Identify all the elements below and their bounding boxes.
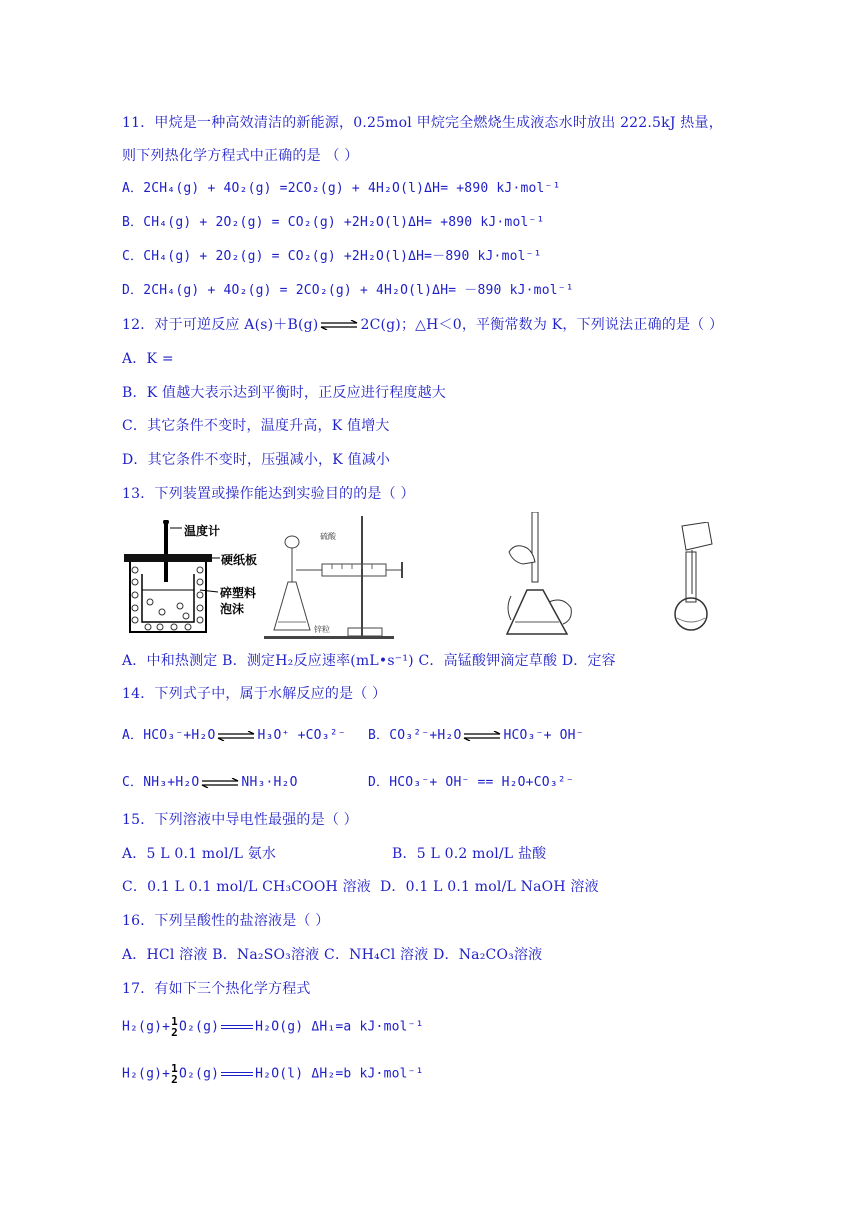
q16-options: A．HCl 溶液 B．Na₂SO₃溶液 C．NH₄Cl 溶液 D．Na₂CO₃溶液 bbox=[122, 947, 543, 963]
q17-e2-oxygen: O₂(g) bbox=[179, 1066, 220, 1082]
q13-stem: 13．下列装置或操作能达到实验目的的是（ ） bbox=[122, 486, 415, 502]
titration-figure bbox=[505, 512, 575, 640]
q12-option-b: B．K 值越大表示达到平衡时，正反应进行程度越大 bbox=[122, 385, 446, 401]
q11-option-c: C．CH₄(g) + 2O₂(g) = CO₂(g) +2H₂O(l)ΔH=－890 kJ·mol⁻¹ bbox=[122, 249, 542, 264]
q14-option-d: D．HCO₃⁻+ OH⁻ == H₂O+CO₃²⁻ bbox=[368, 775, 574, 790]
q14-b-reactants: B．CO₃²⁻+H₂O bbox=[368, 728, 462, 743]
fig-label-cardboard: 硬纸板 bbox=[221, 553, 258, 567]
reversible-arrow-icon bbox=[319, 320, 359, 330]
q12-stem bbox=[122, 315, 723, 335]
fig-label-zinc: 锌粒 bbox=[314, 625, 330, 634]
q11-option-b: B．CH₄(g) + 2O₂(g) = CO₂(g) +2H₂O(l)ΔH= +890 kJ·mol⁻¹ bbox=[122, 215, 545, 230]
q11-option-a: A．2CH₄(g) + 4O₂(g) =2CO₂(g) + 4H₂O(l)ΔH= +890 kJ·mol⁻¹ bbox=[122, 181, 561, 196]
equals-sign-icon bbox=[219, 1024, 255, 1030]
q17-e1-reactant: H₂(g)+ bbox=[122, 1019, 171, 1035]
q14-option-c bbox=[122, 773, 298, 793]
fig-label-acid: 硫酸 bbox=[320, 532, 336, 541]
q12-option-d: D．其它条件不变时，压强减小，K 值减小 bbox=[122, 452, 391, 468]
fig-label-foam-2: 泡沫 bbox=[220, 602, 245, 616]
q12-stem-part1: 12．对于可逆反应 A(s)＋B(g) bbox=[122, 317, 319, 333]
reversible-arrow-icon bbox=[200, 778, 240, 788]
volumetric-flask-figure bbox=[668, 522, 720, 632]
q14-option-a bbox=[122, 726, 346, 746]
fig-label-foam-1: 碎塑料 bbox=[220, 586, 257, 600]
q17-e2-reactant: H₂(g)+ bbox=[122, 1066, 171, 1082]
q17-e1-product: H₂O(g) ΔH₁=a kJ·mol⁻¹ bbox=[255, 1019, 424, 1035]
q15-option-a: A．5 L 0.1 mol/L 氨水 bbox=[122, 846, 277, 862]
q11-option-d: D．2CH₄(g) + 4O₂(g) = 2CO₂(g) + 4H₂O(l)ΔH= －890 kJ·mol⁻¹ bbox=[122, 283, 574, 298]
one-half-fraction bbox=[171, 1063, 178, 1085]
q17-stem: 17．有如下三个热化学方程式 bbox=[122, 981, 311, 997]
q16-stem: 16．下列呈酸性的盐溶液是（ ） bbox=[122, 913, 330, 929]
fraction-denominator: 2 bbox=[171, 1026, 178, 1039]
reversible-arrow-icon bbox=[462, 731, 502, 741]
q14-a-reactants: A．HCO₃⁻+H₂O bbox=[122, 728, 216, 743]
q12-option-a: A．K = bbox=[122, 351, 174, 367]
q14-option-b bbox=[368, 726, 584, 746]
q14-c-products: NH₃·H₂O bbox=[241, 775, 298, 790]
fraction-denominator: 2 bbox=[171, 1073, 178, 1086]
q14-stem: 14．下列式子中，属于水解反应的是（ ） bbox=[122, 686, 387, 702]
rate-apparatus-figure bbox=[262, 512, 412, 640]
fraction-numerator: 1 bbox=[171, 1062, 178, 1075]
q12-option-c: C．其它条件不变时，温度升高，K 值增大 bbox=[122, 418, 390, 434]
q11-stem-line2: 则下列热化学方程式中正确的是 （ ） bbox=[122, 148, 359, 164]
q14-c-reactants: C．NH₃+H₂O bbox=[122, 775, 200, 790]
q14-b-products: HCO₃⁻+ OH⁻ bbox=[503, 728, 584, 743]
reversible-arrow-icon bbox=[216, 731, 256, 741]
q11-stem-line1: 11．甲烷是一种高效清洁的新能源，0.25mol 甲烷完全燃烧生成液态水时放出 222.5kJ 热量， bbox=[122, 115, 723, 131]
q12-stem-part2: 2C(g)；△H＜0，平衡常数为 K，下列说法正确的是（ ） bbox=[360, 317, 724, 333]
q15-stem: 15．下列溶液中导电性最强的是（ ） bbox=[122, 812, 358, 828]
q17-e1-oxygen: O₂(g) bbox=[179, 1019, 220, 1035]
q17-e2-product: H₂O(l) ΔH₂=b kJ·mol⁻¹ bbox=[255, 1066, 424, 1082]
q13-options: A．中和热测定 B．测定H₂反应速率(mL•s⁻¹) C．高锰酸钾滴定草酸 D．定容 bbox=[122, 653, 616, 669]
q15-option-c: C．0.1 L 0.1 mol/L CH₃COOH 溶液 bbox=[122, 879, 371, 895]
fraction-numerator: 1 bbox=[171, 1015, 178, 1028]
fig-label-thermometer: 温度计 bbox=[184, 524, 221, 538]
q17-equation-2 bbox=[122, 1063, 424, 1085]
q15-option-d: D．0.1 L 0.1 mol/L NaOH 溶液 bbox=[380, 879, 599, 895]
q15-option-b: B．5 L 0.2 mol/L 盐酸 bbox=[392, 846, 547, 862]
q14-a-products: H₃O⁺ +CO₃²⁻ bbox=[257, 728, 346, 743]
equals-sign-icon bbox=[219, 1071, 255, 1077]
q17-equation-1 bbox=[122, 1016, 424, 1038]
one-half-fraction bbox=[171, 1016, 178, 1038]
